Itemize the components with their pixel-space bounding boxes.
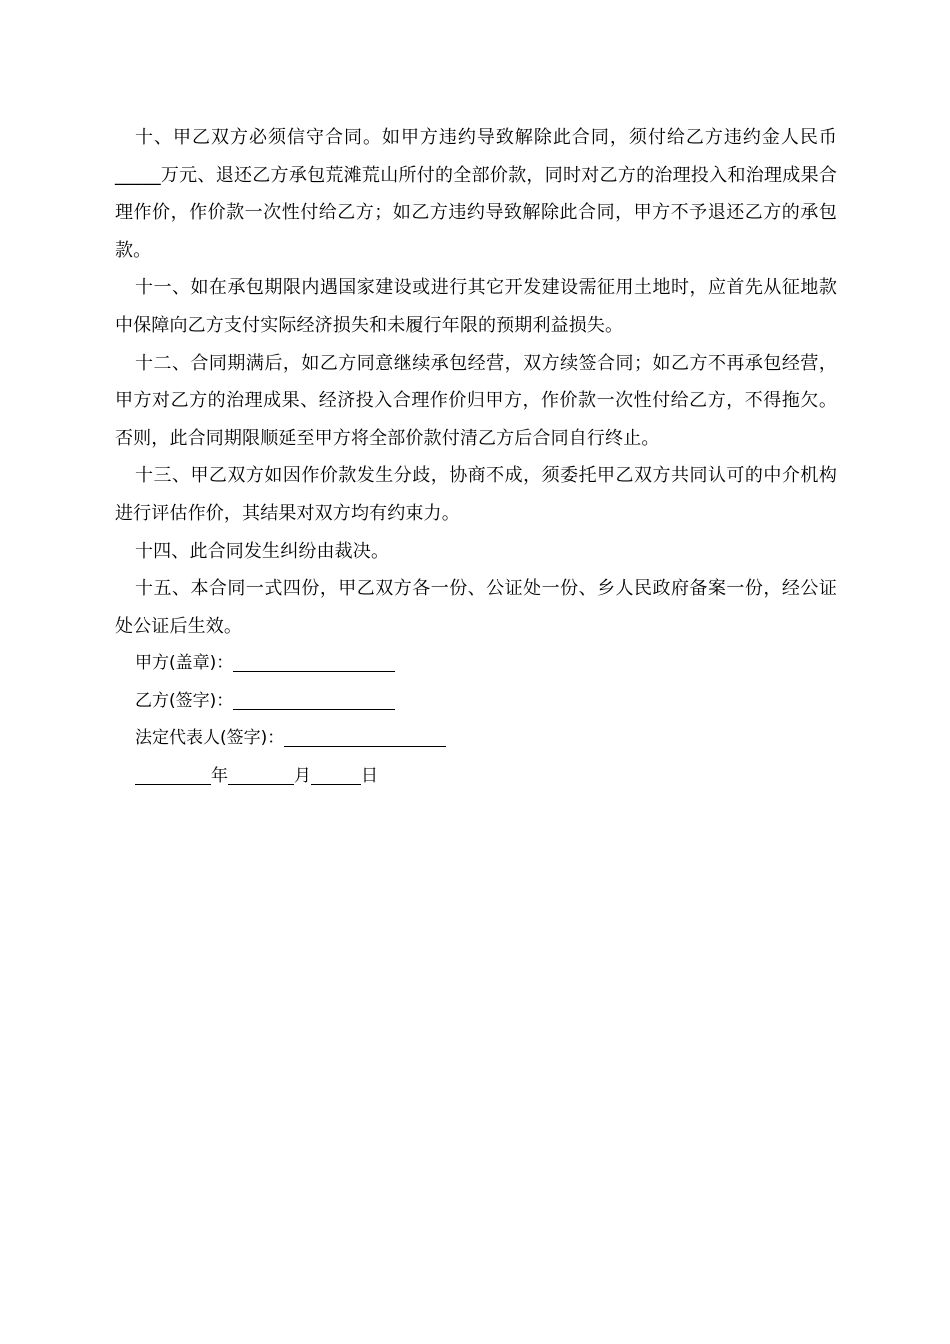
contract-body: [115, 119, 837, 645]
day-label: 日: [361, 765, 378, 786]
party-b-label: 乙方(签字)：: [135, 690, 234, 711]
clause-15: 十五、本合同一式四份，甲乙双方各一份、公证处一份、乡人民政府备案一份，经公证处公证后生效。: [115, 578, 837, 637]
month-blank: [228, 762, 294, 785]
day-blank: [311, 762, 361, 785]
year-label: 年: [211, 765, 228, 786]
party-a-signature-line: [135, 645, 446, 683]
party-b-blank: [233, 687, 395, 710]
party-b-signature-line: [135, 683, 446, 721]
clause-14: 十四、此合同发生纠纷由裁决。: [135, 540, 390, 562]
year-blank: [135, 762, 211, 785]
legal-rep-blank: [284, 724, 446, 747]
clause-10: 十、甲乙双方必须信守合同。如甲方违约导致解除此合同，须付给乙方违约金人民币_____万元、退还乙方承包荒滩荒山所付的全部价款，同时对乙方的治理投入和治理成果合理作价，作价款一次性付给乙方；如乙方违约导致解除此合同，甲方不予退还乙方的承包款。: [115, 127, 837, 261]
party-a-blank: [233, 649, 395, 672]
legal-rep-signature-line: [135, 720, 446, 758]
clause-12: 十二、合同期满后，如乙方同意继续承包经营，双方续签合同；如乙方不再承包经营，甲方对乙方的治理成果、经济投入合理作价归甲方，作价款一次性付给乙方，不得拖欠。否则，此合同期限顺延至甲方将全部价款付清乙方后合同自行终止。: [115, 352, 837, 449]
legal-rep-label: 法定代表人(签字)：: [135, 728, 285, 749]
party-a-label: 甲方(盖章)：: [135, 653, 234, 673]
signature-block: [135, 645, 446, 795]
month-label: 月: [294, 765, 311, 786]
date-line: [135, 758, 446, 796]
clause-11: 十一、如在承包期限内遇国家建设或进行其它开发建设需征用土地时，应首先从征地款中保障向乙方支付实际经济损失和未履行年限的预期利益损失。: [115, 277, 837, 336]
clause-13: 十三、甲乙双方如因作价款发生分歧，协商不成，须委托甲乙双方共同认可的中介机构进行评估作价，其结果对双方均有约束力。: [115, 465, 837, 524]
